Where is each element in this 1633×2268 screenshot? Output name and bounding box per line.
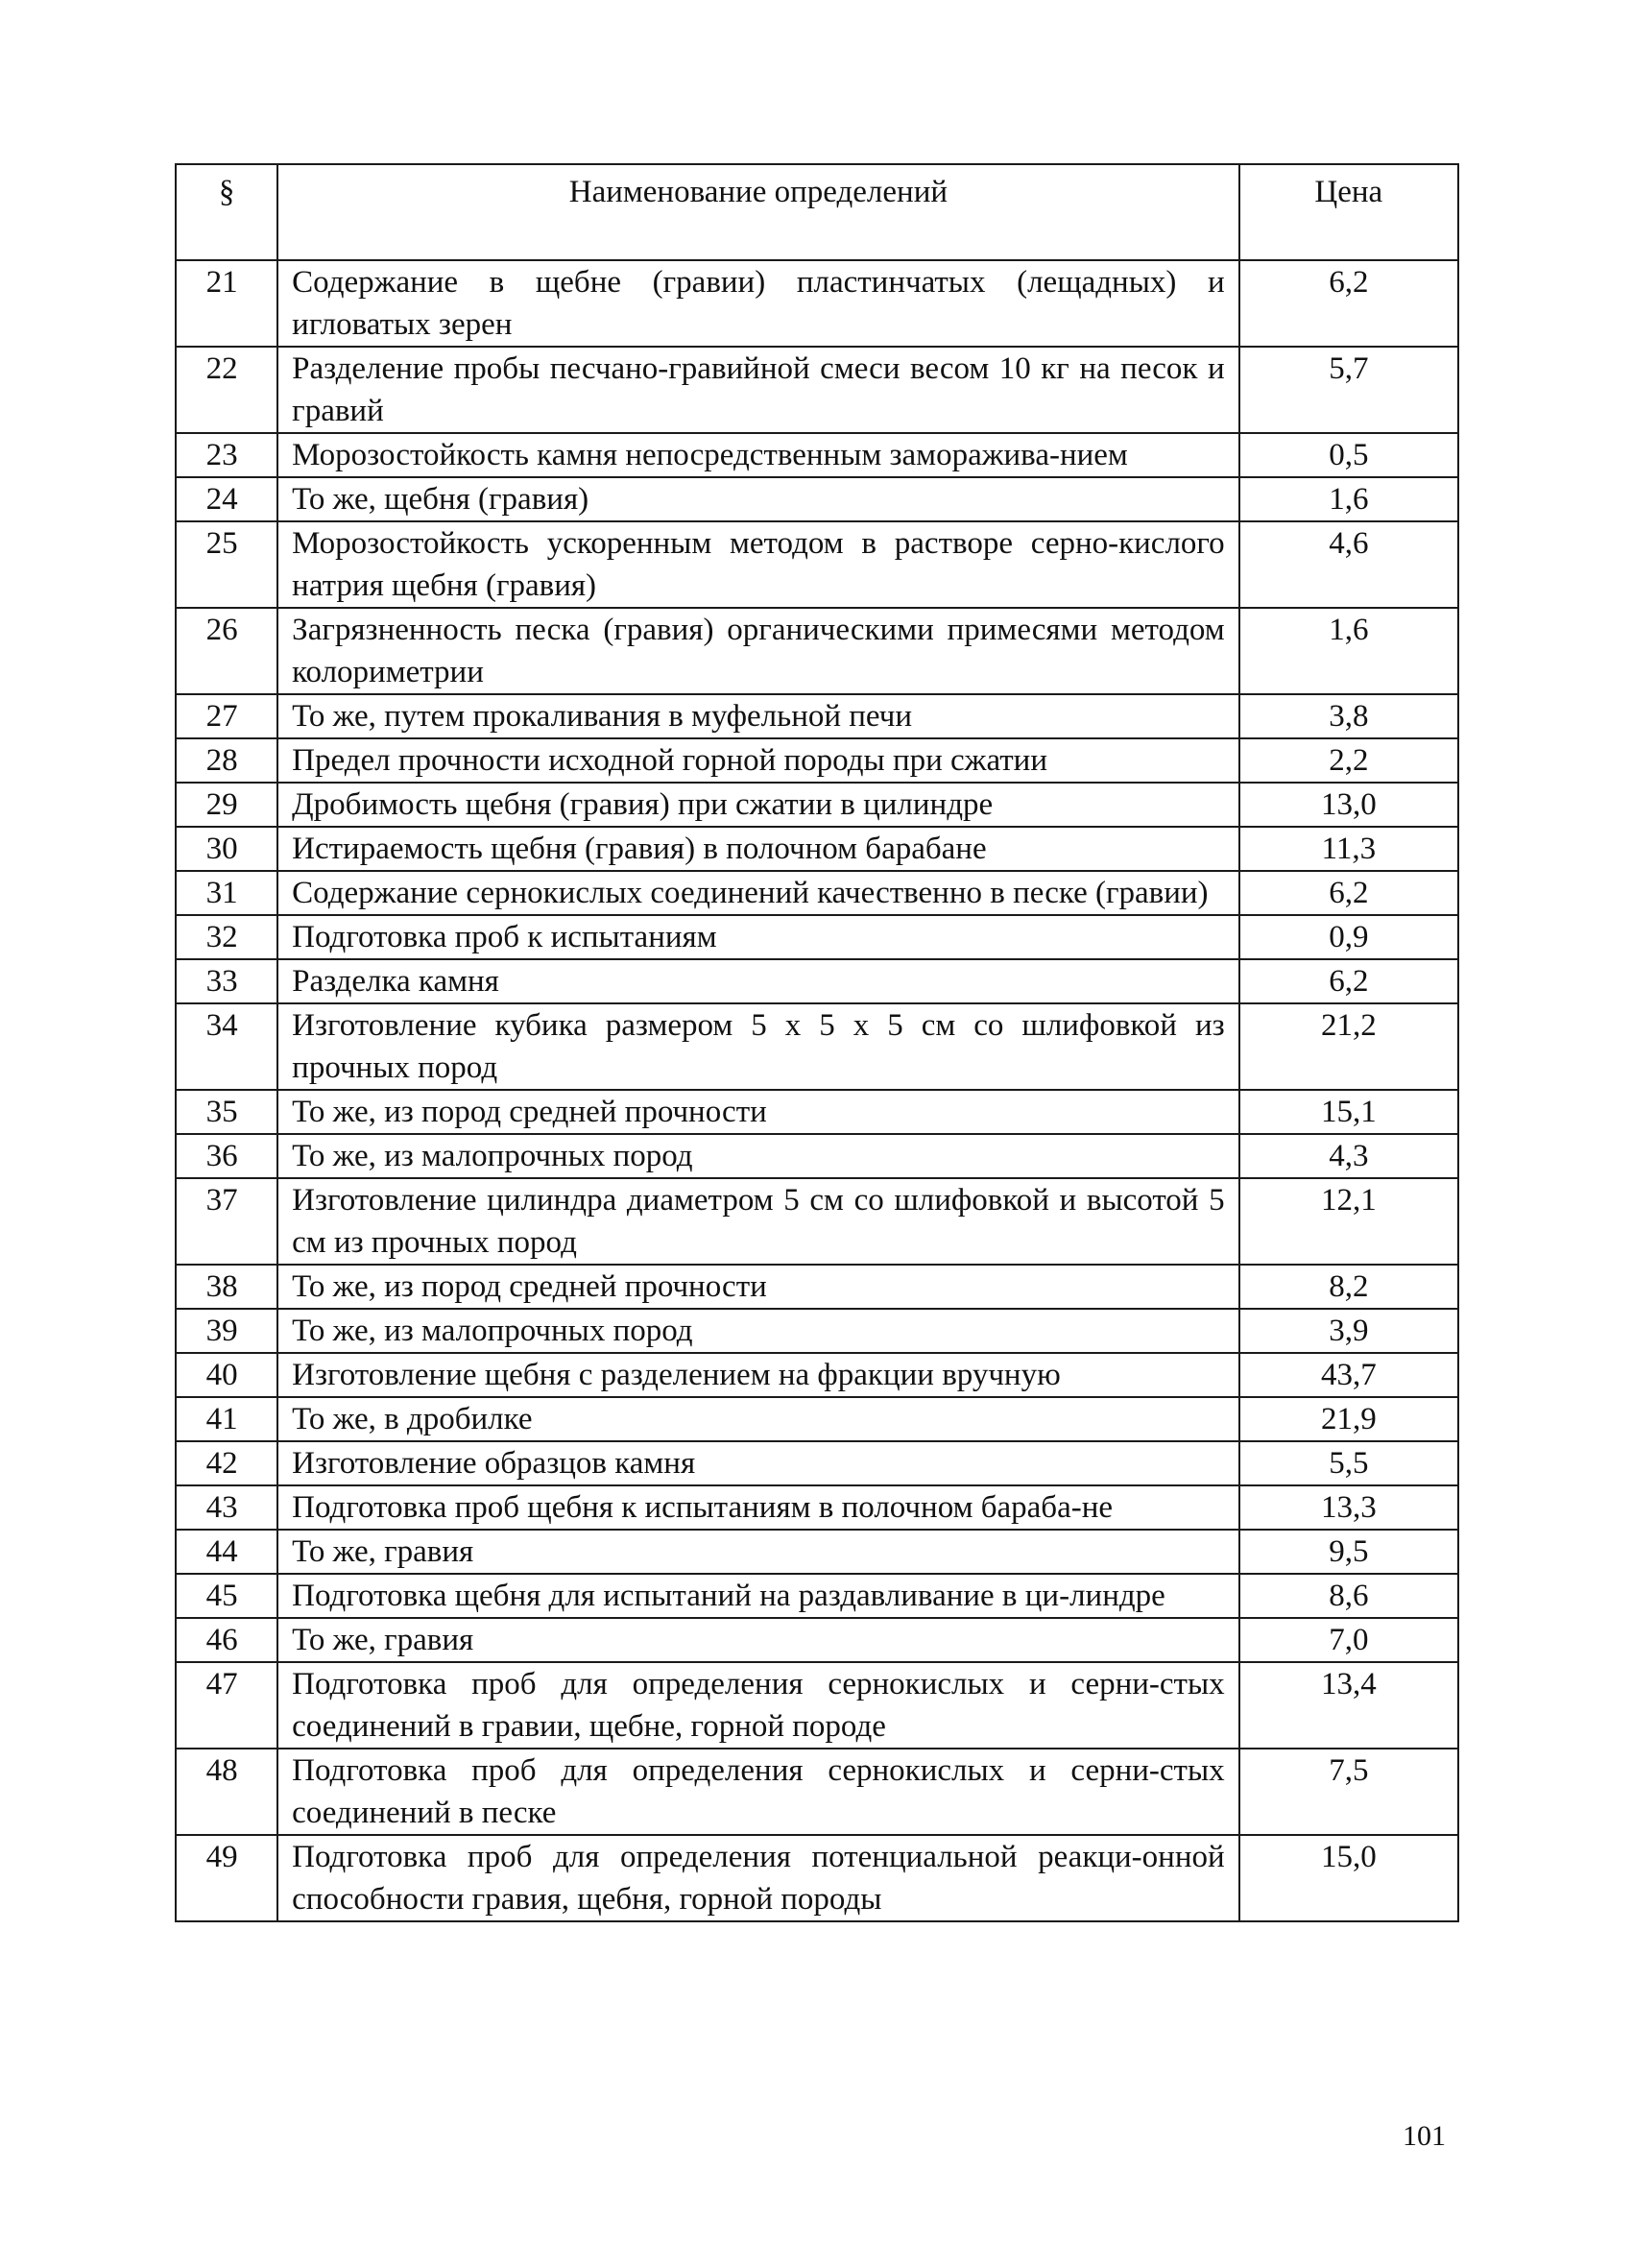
row-name: Подготовка проб щебня к испытаниям в полочном бараба-не (277, 1485, 1238, 1530)
row-price: 21,2 (1239, 1003, 1458, 1090)
row-name: То же, из пород средней прочности (277, 1265, 1238, 1309)
row-name: Разделка камня (277, 959, 1238, 1003)
table-row (176, 1574, 1458, 1618)
table-row (176, 1353, 1458, 1397)
row-section-number: 29 (176, 783, 277, 827)
table-row (176, 1309, 1458, 1353)
row-name: То же, гравия (277, 1618, 1238, 1662)
row-price: 6,2 (1239, 260, 1458, 347)
row-price: 21,9 (1239, 1397, 1458, 1441)
table-row (176, 347, 1458, 433)
header-section-symbol: § (176, 164, 277, 260)
row-name: Изготовление образцов камня (277, 1441, 1238, 1485)
row-section-number: 37 (176, 1178, 277, 1265)
row-name: Содержание сернокислых соединений качественно в песке (гравии) (277, 871, 1238, 915)
row-price: 5,7 (1239, 347, 1458, 433)
row-price: 5,5 (1239, 1441, 1458, 1485)
table-row (176, 1134, 1458, 1178)
row-section-number: 49 (176, 1835, 277, 1921)
row-name: Содержание в щебне (гравии) пластинчатых (лещадных) и игловатых зерен (277, 260, 1238, 347)
row-section-number: 31 (176, 871, 277, 915)
price-table (175, 163, 1459, 1922)
row-price: 13,3 (1239, 1485, 1458, 1530)
row-section-number: 34 (176, 1003, 277, 1090)
table-row (176, 1090, 1458, 1134)
row-price: 2,2 (1239, 738, 1458, 783)
row-section-number: 36 (176, 1134, 277, 1178)
row-price: 4,3 (1239, 1134, 1458, 1178)
header-name: Наименование определений (277, 164, 1238, 260)
table-row (176, 1618, 1458, 1662)
table-row (176, 827, 1458, 871)
row-price: 0,9 (1239, 915, 1458, 959)
row-price: 43,7 (1239, 1353, 1458, 1397)
row-section-number: 26 (176, 608, 277, 694)
row-section-number: 30 (176, 827, 277, 871)
table-row (176, 1003, 1458, 1090)
row-name: Морозостойкость ускоренным методом в растворе серно-кислого натрия щебня (гравия) (277, 521, 1238, 608)
table-row (176, 959, 1458, 1003)
page-number: 101 (1403, 2120, 1446, 2152)
table-row (176, 738, 1458, 783)
header-price: Цена (1239, 164, 1458, 260)
row-price: 1,6 (1239, 608, 1458, 694)
row-section-number: 43 (176, 1485, 277, 1530)
row-name: Изготовление щебня с разделением на фракции вручную (277, 1353, 1238, 1397)
row-price: 1,6 (1239, 477, 1458, 521)
row-price: 15,0 (1239, 1835, 1458, 1921)
row-section-number: 23 (176, 433, 277, 477)
row-price: 0,5 (1239, 433, 1458, 477)
row-name: Загрязненность песка (гравия) органическими примесями методом колориметрии (277, 608, 1238, 694)
row-name: Дробимость щебня (гравия) при сжатии в цилиндре (277, 783, 1238, 827)
row-name: Изготовление цилиндра диаметром 5 см со шлифовкой и высотой 5 см из прочных пород (277, 1178, 1238, 1265)
table-row (176, 1485, 1458, 1530)
row-name: Подготовка проб к испытаниям (277, 915, 1238, 959)
row-price: 6,2 (1239, 959, 1458, 1003)
row-name: Подготовка проб для определения сернокислых и серни-стых соединений в песке (277, 1749, 1238, 1835)
row-name: Изготовление кубика размером 5 х 5 х 5 см со шлифовкой из прочных пород (277, 1003, 1238, 1090)
row-section-number: 45 (176, 1574, 277, 1618)
table-row (176, 1441, 1458, 1485)
row-price: 9,5 (1239, 1530, 1458, 1574)
row-price: 8,6 (1239, 1574, 1458, 1618)
row-name: Разделение пробы песчано-гравийной смеси весом 10 кг на песок и гравий (277, 347, 1238, 433)
table-row (176, 915, 1458, 959)
row-section-number: 22 (176, 347, 277, 433)
row-section-number: 47 (176, 1662, 277, 1749)
row-section-number: 44 (176, 1530, 277, 1574)
row-price: 6,2 (1239, 871, 1458, 915)
table-body (176, 260, 1458, 1921)
table-row (176, 260, 1458, 347)
row-name: То же, из малопрочных пород (277, 1309, 1238, 1353)
table-row (176, 871, 1458, 915)
row-price: 7,0 (1239, 1618, 1458, 1662)
table-row (176, 608, 1458, 694)
table-row (176, 1397, 1458, 1441)
row-name: Подготовка проб для определения потенциальной реакци-онной способности гравия, щебня, горной породы (277, 1835, 1238, 1921)
table-row (176, 521, 1458, 608)
table-row (176, 433, 1458, 477)
row-name: Предел прочности исходной горной породы при сжатии (277, 738, 1238, 783)
row-section-number: 42 (176, 1441, 277, 1485)
row-name: То же, путем прокаливания в муфельной печи (277, 694, 1238, 738)
row-section-number: 32 (176, 915, 277, 959)
row-section-number: 24 (176, 477, 277, 521)
row-section-number: 33 (176, 959, 277, 1003)
row-name: То же, из пород средней прочности (277, 1090, 1238, 1134)
row-section-number: 28 (176, 738, 277, 783)
row-name: То же, гравия (277, 1530, 1238, 1574)
table-header-row (176, 164, 1458, 260)
table-row (176, 1265, 1458, 1309)
row-section-number: 25 (176, 521, 277, 608)
row-section-number: 48 (176, 1749, 277, 1835)
table-row (176, 1178, 1458, 1265)
row-name: Морозостойкость камня непосредственным заморажива-нием (277, 433, 1238, 477)
row-section-number: 46 (176, 1618, 277, 1662)
row-section-number: 40 (176, 1353, 277, 1397)
row-section-number: 21 (176, 260, 277, 347)
table-row (176, 1530, 1458, 1574)
row-section-number: 39 (176, 1309, 277, 1353)
table-row (176, 783, 1458, 827)
row-price: 12,1 (1239, 1178, 1458, 1265)
table-row (176, 694, 1458, 738)
row-section-number: 27 (176, 694, 277, 738)
row-price: 4,6 (1239, 521, 1458, 608)
row-price: 15,1 (1239, 1090, 1458, 1134)
row-section-number: 41 (176, 1397, 277, 1441)
row-name: Подготовка щебня для испытаний на раздавливание в ци-линдре (277, 1574, 1238, 1618)
row-name: То же, щебня (гравия) (277, 477, 1238, 521)
row-price: 3,9 (1239, 1309, 1458, 1353)
row-price: 3,8 (1239, 694, 1458, 738)
row-name: То же, в дробилке (277, 1397, 1238, 1441)
row-price: 13,0 (1239, 783, 1458, 827)
table-row (176, 477, 1458, 521)
table-row (176, 1662, 1458, 1749)
row-section-number: 38 (176, 1265, 277, 1309)
row-price: 8,2 (1239, 1265, 1458, 1309)
table-row (176, 1749, 1458, 1835)
row-name: Подготовка проб для определения сернокислых и серни-стых соединений в гравии, щебне, горной породе (277, 1662, 1238, 1749)
row-name: Истираемость щебня (гравия) в полочном барабане (277, 827, 1238, 871)
row-price: 7,5 (1239, 1749, 1458, 1835)
row-section-number: 35 (176, 1090, 277, 1134)
row-price: 13,4 (1239, 1662, 1458, 1749)
row-name: То же, из малопрочных пород (277, 1134, 1238, 1178)
row-price: 11,3 (1239, 827, 1458, 871)
table-row (176, 1835, 1458, 1921)
